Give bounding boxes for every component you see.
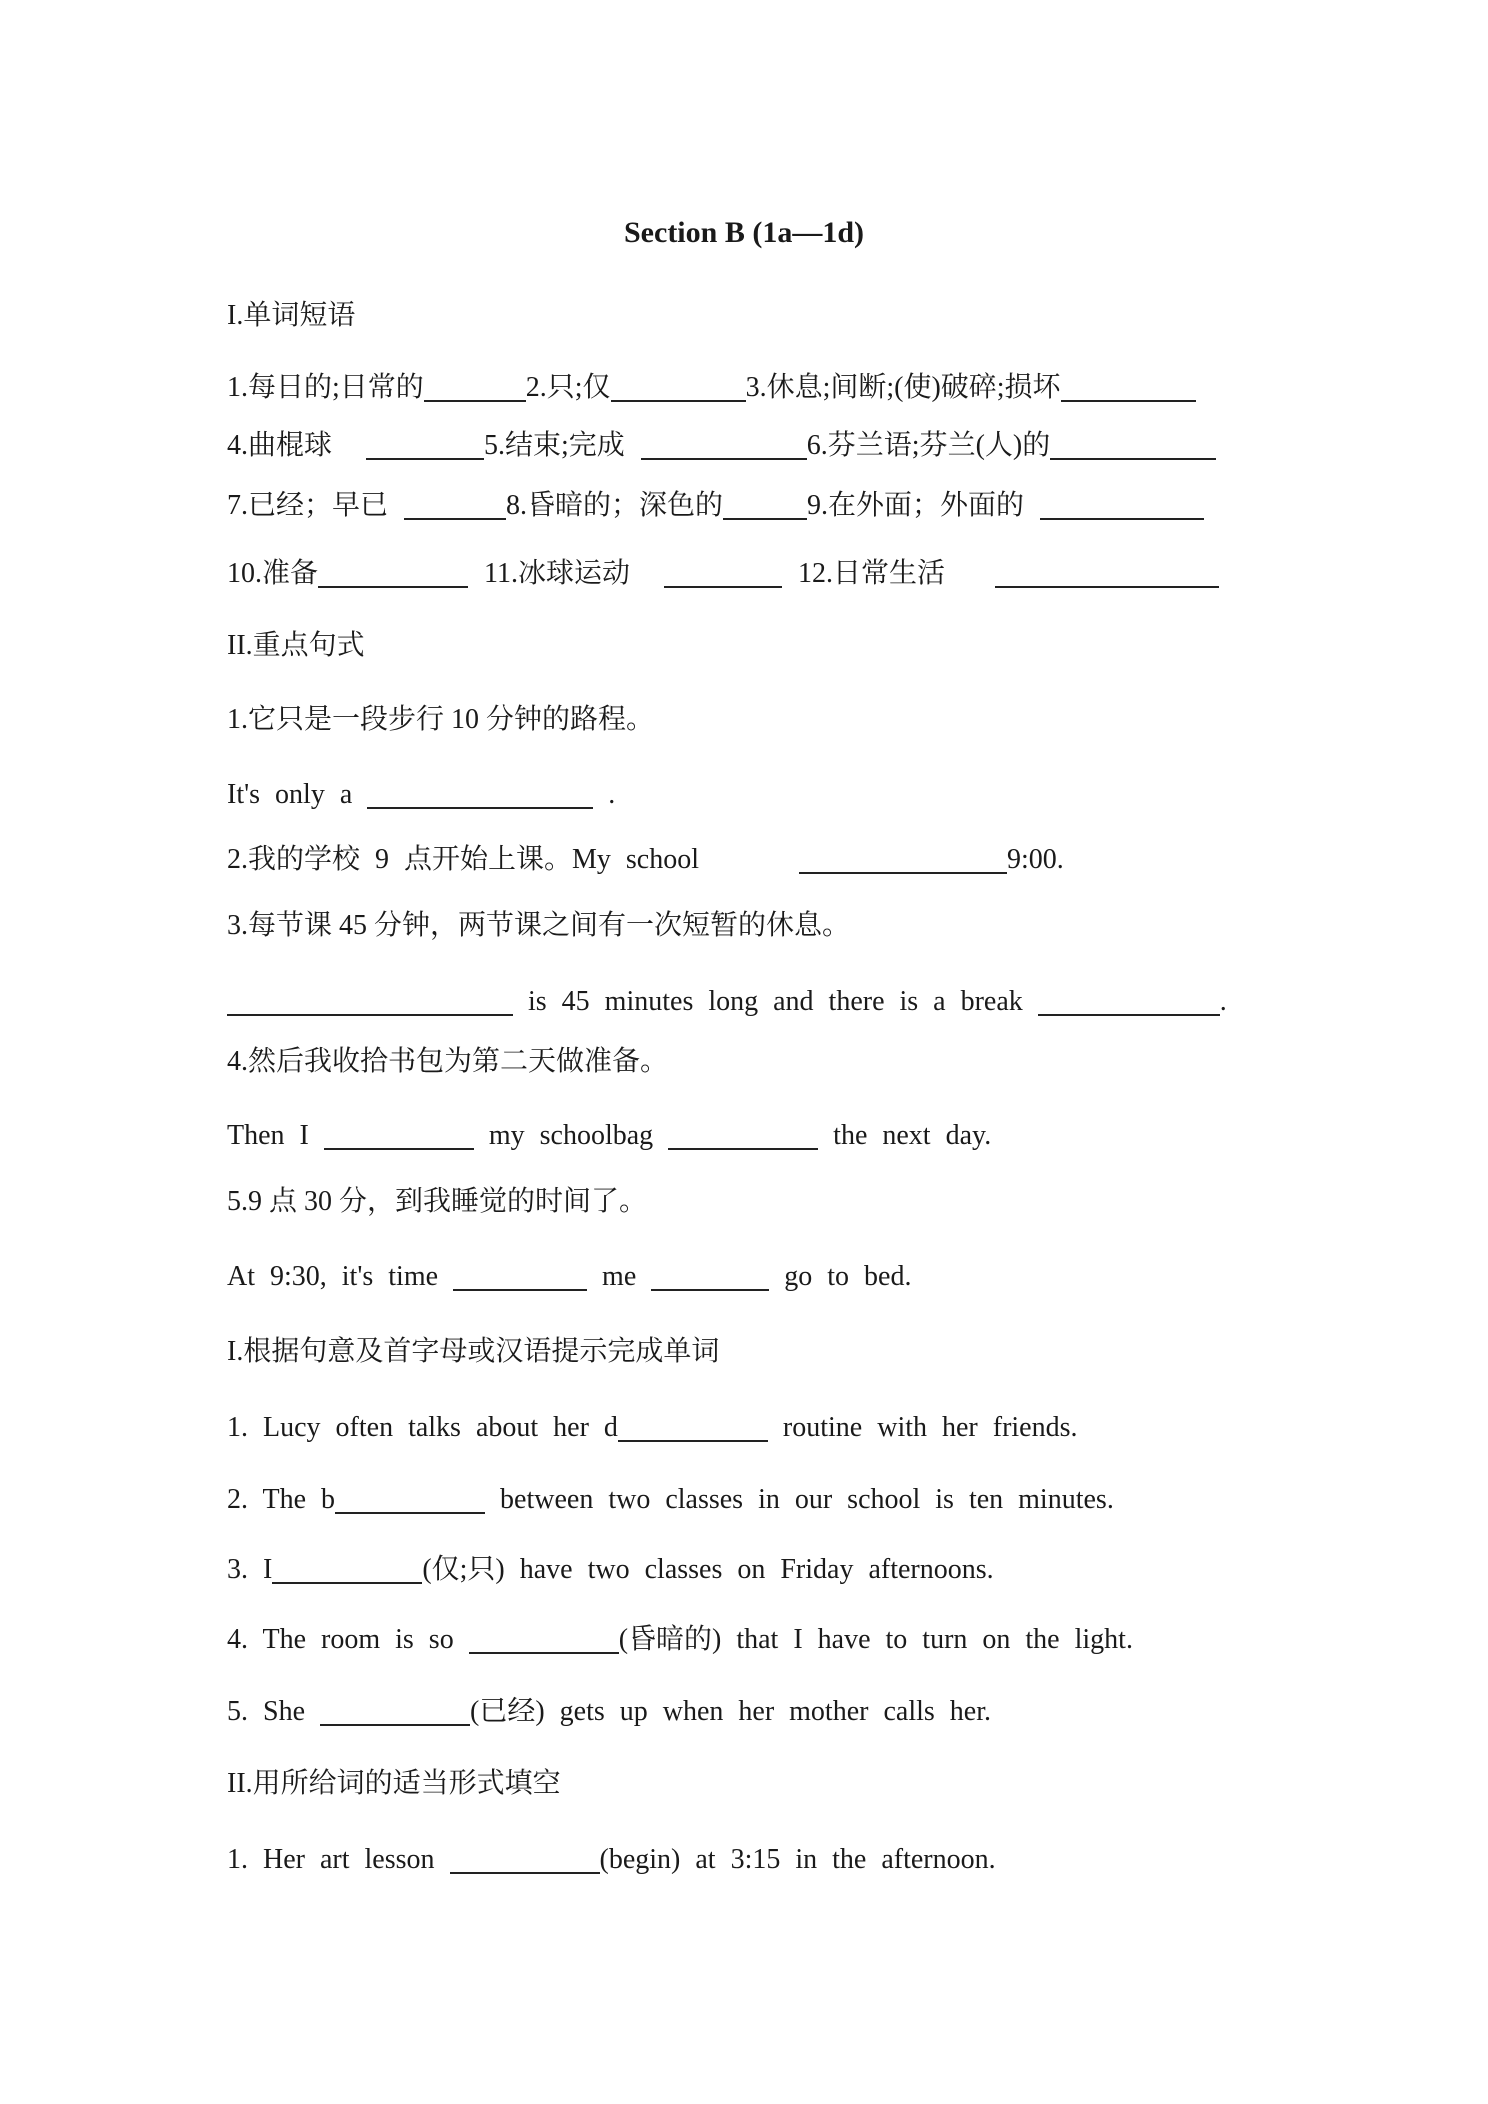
question-text: (昏暗的) that I have to turn on the light. [618, 1624, 1133, 1655]
question-text: 1. Lucy often talks about her d [227, 1412, 618, 1443]
question-text: (begin) at 3:15 in the afternoon. [599, 1844, 996, 1875]
section-heading-completion: I.根据句意及首字母或汉语提示完成单词 [227, 1336, 720, 1367]
answer-blank[interactable] [366, 428, 484, 460]
answer-blank[interactable] [651, 1259, 769, 1291]
sentence-text: . [1219, 986, 1227, 1017]
answer-blank[interactable] [1040, 488, 1204, 520]
vocab-prompt: 4.曲棍球 [227, 430, 333, 461]
section-heading-words: I.单词短语 [227, 300, 356, 331]
answer-blank[interactable] [1061, 370, 1196, 402]
sentence-4-chinese: 4.然后我收拾书包为第二天做准备。 [227, 1046, 669, 1077]
sentence-1-chinese: 1.它只是一段步行 10 分钟的路程。 [227, 704, 655, 735]
completion-question-4 [227, 1620, 1133, 1660]
vocab-prompt: 8.昏暗的；深色的 [506, 490, 724, 521]
question-text: (已经) gets up when her mother calls her. [470, 1696, 991, 1727]
question-text: 1. Her art lesson [227, 1844, 435, 1875]
sentence-2 [227, 840, 1064, 880]
answer-blank[interactable] [641, 428, 807, 460]
vocab-prompt: 6.芬兰语;芬兰(人)的 [806, 430, 1051, 461]
answer-blank[interactable] [799, 842, 1007, 874]
completion-question-2 [227, 1480, 1114, 1520]
word-form-question-1 [227, 1840, 996, 1880]
answer-blank[interactable] [1050, 428, 1216, 460]
answer-blank[interactable] [318, 556, 468, 588]
vocab-prompt: 7.已经；早已 [227, 490, 389, 521]
sentence-text: 9:00. [1007, 844, 1064, 875]
sentence-5-english [227, 1257, 911, 1297]
answer-blank[interactable] [324, 1118, 474, 1150]
sentence-3-english [227, 982, 1227, 1022]
answer-blank[interactable] [664, 556, 782, 588]
sentence-text: Then I [227, 1120, 309, 1151]
question-text: (仅;只) have two classes on Friday afternoons. [422, 1554, 994, 1585]
vocab-prompt: 3.休息;间断;(使)破碎;损坏 [745, 372, 1061, 403]
completion-question-1 [227, 1408, 1078, 1448]
completion-question-5 [227, 1692, 991, 1732]
sentence-text: At 9:30, it's time [227, 1261, 439, 1292]
page-title: Section B (1a—1d) [624, 216, 864, 249]
answer-blank[interactable] [1038, 984, 1220, 1016]
vocab-prompt: 2.只;仅 [525, 372, 611, 403]
answer-blank[interactable] [367, 777, 593, 809]
sentence-text: the next day. [833, 1120, 992, 1151]
answer-blank[interactable] [450, 1842, 600, 1874]
vocab-prompt: 12.日常生活 [797, 558, 945, 589]
vocab-prompt: 9.在外面；外面的 [807, 490, 1025, 521]
question-text: routine with her friends. [782, 1412, 1078, 1443]
answer-blank[interactable] [272, 1552, 422, 1584]
section-heading-word-forms: II.用所给词的适当形式填空 [227, 1768, 561, 1799]
sentence-text: is 45 minutes long and there is a break [528, 986, 1023, 1017]
answer-blank[interactable] [453, 1259, 587, 1291]
answer-blank[interactable] [227, 984, 513, 1016]
vocab-row-3 [227, 486, 1204, 526]
answer-blank[interactable] [424, 370, 526, 402]
answer-blank[interactable] [618, 1410, 768, 1442]
sentence-text: 2.我的学校 9 点开始上课。My school [227, 844, 700, 875]
vocab-prompt: 10.准备 [227, 558, 319, 589]
question-text: 3. I [227, 1554, 273, 1585]
answer-blank[interactable] [723, 488, 807, 520]
question-text: 5. She [227, 1696, 305, 1727]
answer-blank[interactable] [668, 1118, 818, 1150]
vocab-row-1 [227, 368, 1196, 408]
answer-blank[interactable] [611, 370, 746, 402]
sentence-text: . [608, 779, 616, 810]
section-heading-sentences: II.重点句式 [227, 630, 365, 661]
sentence-3-chinese: 3.每节课 45 分钟，两节课之间有一次短暂的休息。 [227, 910, 851, 941]
answer-blank[interactable] [335, 1482, 485, 1514]
vocab-row-4 [227, 554, 1219, 594]
sentence-1-english [227, 775, 615, 815]
sentence-5-chinese: 5.9 点 30 分，到我睡觉的时间了。 [227, 1186, 648, 1217]
answer-blank[interactable] [469, 1622, 619, 1654]
vocab-row-2 [227, 426, 1216, 466]
question-text: between two classes in our school is ten minutes. [500, 1484, 1114, 1515]
sentence-text: It's only a [227, 779, 353, 810]
question-text: 2. The b [227, 1484, 336, 1515]
vocab-prompt: 1.每日的;日常的 [227, 372, 424, 403]
sentence-text: go to bed. [784, 1261, 912, 1292]
answer-blank[interactable] [404, 488, 506, 520]
answer-blank[interactable] [320, 1694, 470, 1726]
question-text: 4. The room is so [227, 1624, 454, 1655]
vocab-prompt: 5.结束;完成 [484, 430, 625, 461]
sentence-text: my schoolbag [488, 1120, 654, 1151]
vocab-prompt: 11.冰球运动 [484, 558, 630, 589]
answer-blank[interactable] [995, 556, 1219, 588]
completion-question-3 [227, 1550, 994, 1590]
sentence-text: me [602, 1261, 637, 1292]
sentence-4-english [227, 1116, 991, 1156]
